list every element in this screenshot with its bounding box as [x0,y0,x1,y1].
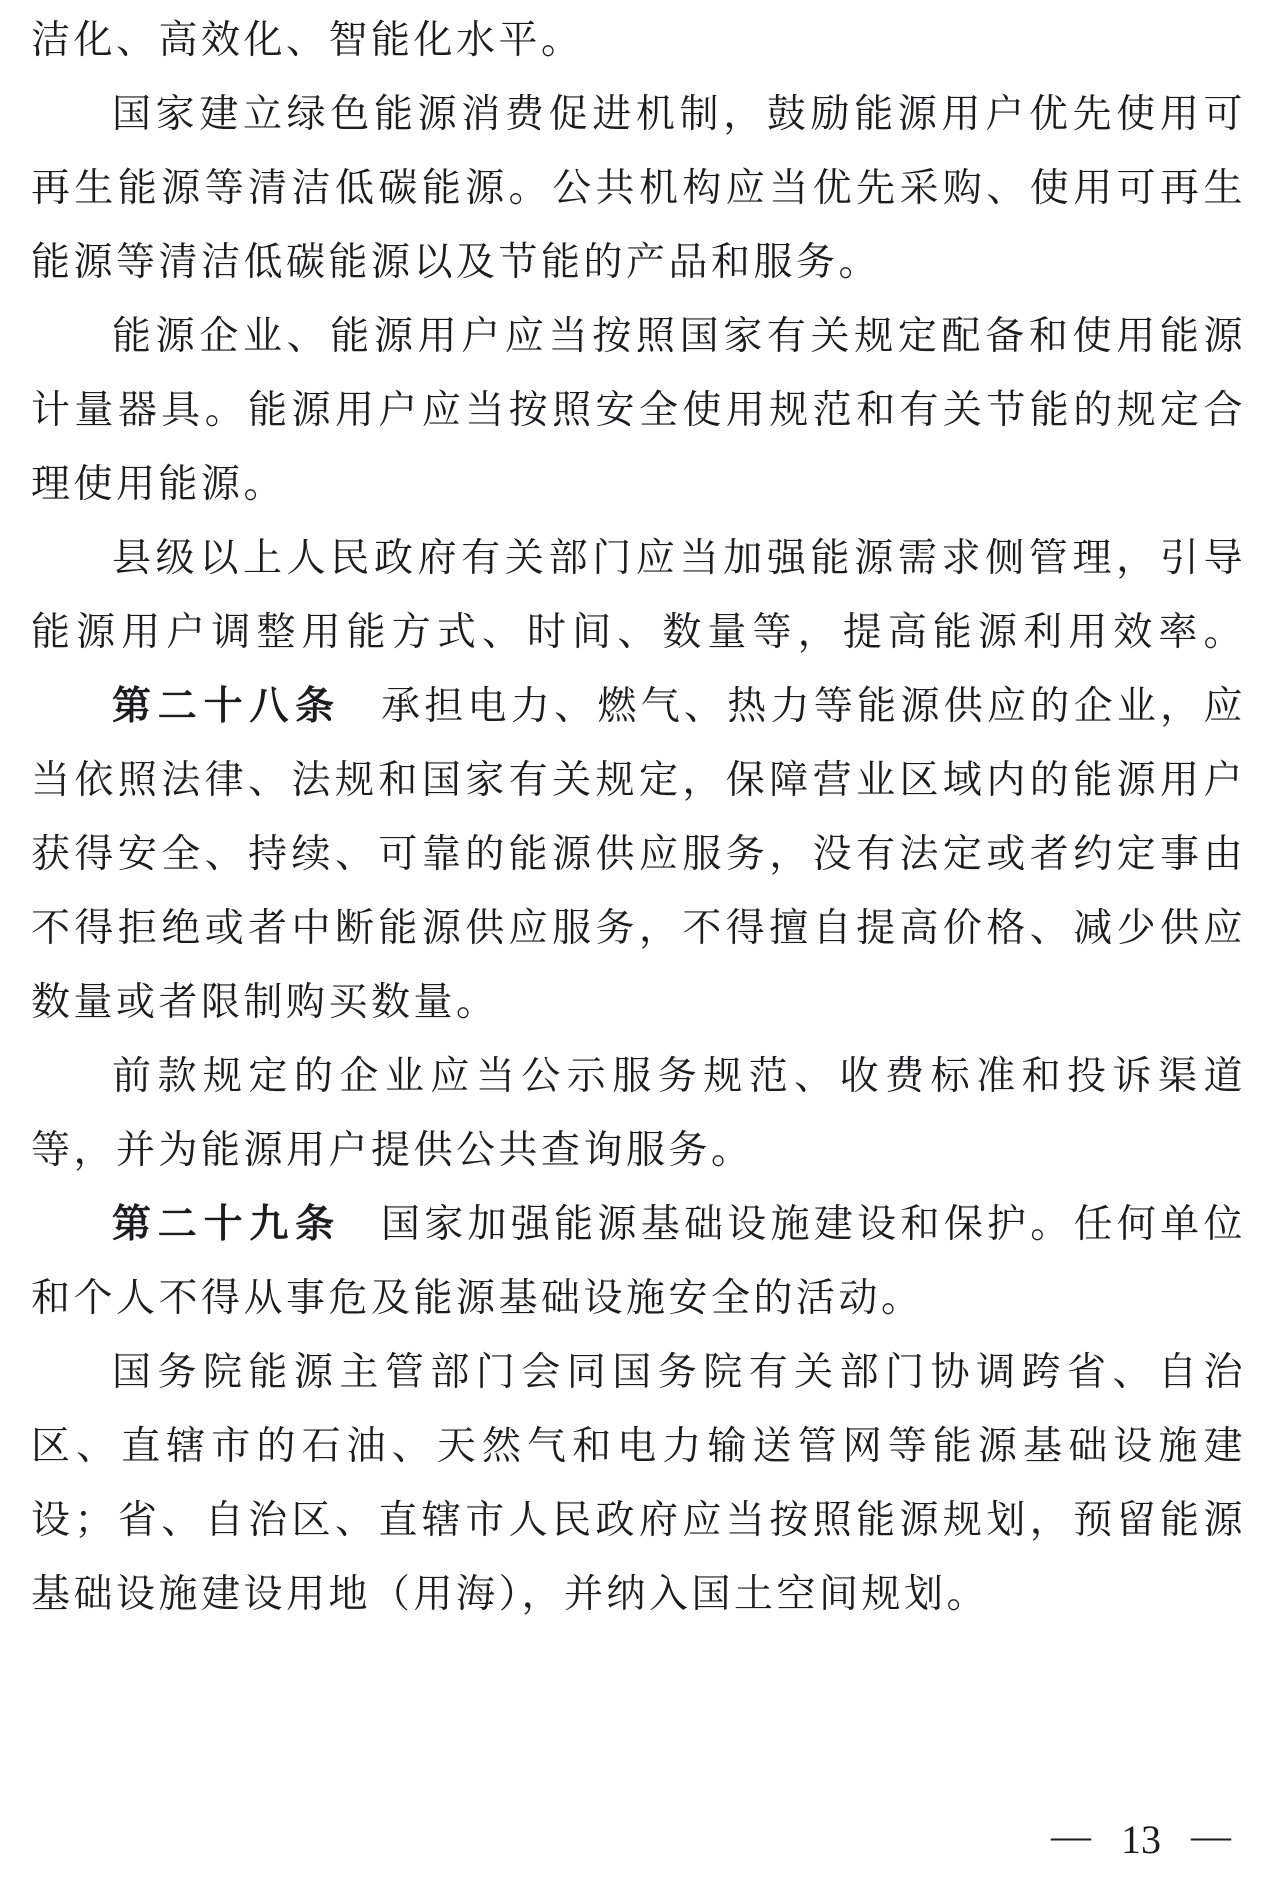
line-text: 能源等清洁低碳能源以及节能的产品和服务。 [31,241,882,284]
line-text: 国务院能源主管部门会同国务院有关部门协调跨省、自治 [112,1351,1246,1394]
text-line [31,1336,1246,1410]
page-number: 13 [1121,1817,1161,1862]
text-line [31,892,1246,966]
line-text: 区、直辖市的石油、天然气和电力输送管网等能源基础设施建 [31,1425,1246,1468]
text-line [31,1040,1246,1114]
line-text: 数量或者限制购买数量。 [31,981,499,1024]
line-text: 国家加强能源基础设施建设和保护。任何单位 [380,1203,1246,1246]
line-text: 前款规定的企业应当公示服务规范、收费标准和投诉渠道 [112,1055,1246,1098]
article-number: 第二十八条 [112,685,341,728]
text-line [31,1410,1246,1484]
text-line [31,1262,1246,1336]
footer-dash-right: — [1191,1813,1231,1858]
line-text: 设；省、自治区、直辖市人民政府应当按照能源规划，预留能源 [31,1499,1246,1542]
text-line [31,670,1246,744]
text-line [31,78,1246,152]
line-text: 基础设施建设用地（用海），并纳入国土空间规划。 [31,1573,990,1616]
text-line [31,1484,1246,1558]
text-line [31,596,1246,670]
line-text: 当依照法律、法规和国家有关规定，保障营业区域内的能源用户 [31,759,1246,802]
line-text: 和个人不得从事危及能源基础设施安全的活动。 [31,1277,924,1320]
text-line [31,152,1246,226]
text-line [31,374,1246,448]
text-line [31,818,1246,892]
line-text: 不得拒绝或者中断能源供应服务，不得擅自提高价格、减少供应 [31,907,1246,950]
line-text: 获得安全、持续、可靠的能源供应服务，没有法定或者约定事由 [31,833,1246,876]
footer-dash-left: — [1051,1813,1091,1858]
text-line [31,1114,1246,1188]
line-text: 再生能源等清洁低碳能源。公共机构应当优先采购、使用可再生 [31,167,1246,210]
text-line [31,1188,1246,1262]
document-body [31,4,1246,1632]
line-text: 承担电力、燃气、热力等能源供应的企业，应 [380,685,1246,728]
text-line [31,448,1246,522]
line-text: 洁化、高效化、智能化水平。 [31,19,584,62]
line-text: 计量器具。能源用户应当按照安全使用规范和有关节能的规定合 [31,389,1246,432]
text-line [31,226,1246,300]
text-line [31,300,1246,374]
line-text: 能源企业、能源用户应当按照国家有关规定配备和使用能源 [112,315,1246,358]
line-text: 国家建立绿色能源消费促进机制，鼓励能源用户优先使用可 [112,93,1246,136]
article-number: 第二十九条 [112,1203,341,1246]
line-text: 县级以上人民政府有关部门应当加强能源需求侧管理，引导 [112,537,1246,580]
text-line [31,966,1246,1040]
text-line [31,4,1246,78]
line-text: 能源用户调整用能方式、时间、数量等，提高能源利用效率。 [31,611,1246,654]
text-line [31,744,1246,818]
text-line [31,522,1246,596]
text-line [31,1558,1246,1632]
line-text: 等，并为能源用户提供公共查询服务。 [31,1129,754,1172]
page-footer [1051,1813,1231,1863]
line-text: 理使用能源。 [31,463,287,506]
